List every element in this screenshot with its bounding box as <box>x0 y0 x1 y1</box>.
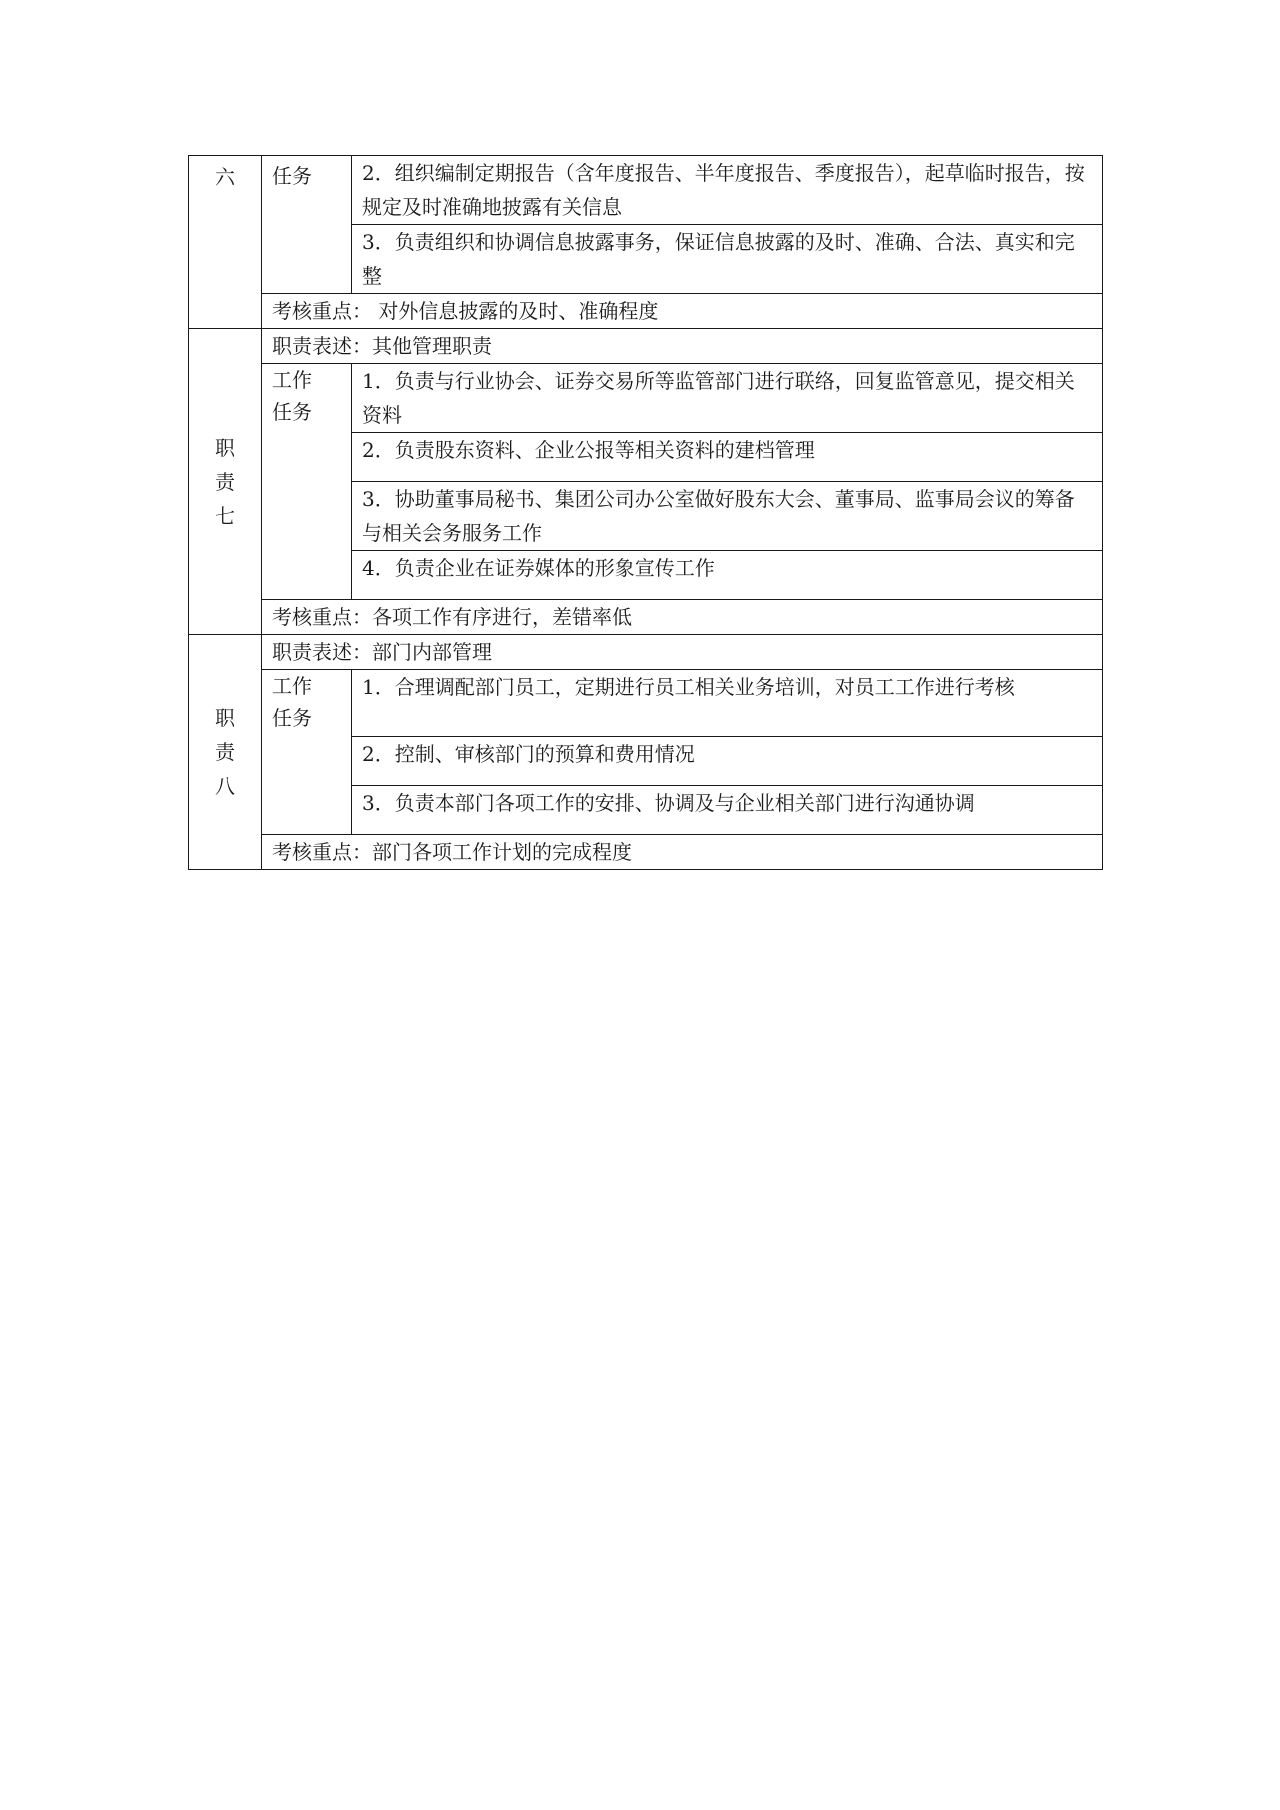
duty8-task-3: 3．负责本部门各项工作的安排、协调及与企业相关部门进行沟通协调 <box>352 786 1103 835</box>
duty6-task-row <box>189 156 1103 225</box>
duty6-work-label <box>262 156 352 294</box>
duty8-description-row <box>189 635 1103 670</box>
duty6-work-label-text: 任务 <box>272 164 312 188</box>
duty8-header-char: 八 <box>215 774 235 798</box>
duty7-work-label <box>262 364 352 600</box>
duty7-header-char: 七 <box>215 503 235 528</box>
duty8-task-2: 2．控制、审核部门的预算和费用情况 <box>352 737 1103 786</box>
duty8-task-1: 1．合理调配部门员工，定期进行员工相关业务培训，对员工工作进行考核 <box>352 670 1103 737</box>
duty7-description: 职责表述：其他管理职责 <box>262 329 1103 364</box>
duty8-work-label-text: 工作 <box>272 674 312 698</box>
duty7-task-1: 1．负责与行业协会、证券交易所等监管部门进行联络，回复监管意见，提交相关资料 <box>352 364 1103 433</box>
duty-table <box>188 155 1103 870</box>
duty6-header <box>189 156 262 329</box>
duty7-work-label-text: 任务 <box>272 400 312 424</box>
duty8-task-row <box>189 670 1103 737</box>
duty7-assessment-row <box>189 600 1103 635</box>
duty7-task-2: 2．负责股东资料、企业公报等相关资料的建档管理 <box>352 433 1103 482</box>
duty8-header <box>189 635 262 870</box>
duty6-header-char: 六 <box>215 165 235 189</box>
duty8-work-label <box>262 670 352 835</box>
duty6-task-2: 2．组织编制定期报告（含年度报告、半年度报告、季度报告），起草临时报告，按规定及时准确地披露有关信息 <box>352 156 1103 225</box>
duty7-header-char: 责 <box>215 469 235 494</box>
duty6-assessment: 考核重点： 对外信息披露的及时、准确程度 <box>262 294 1103 329</box>
duty7-work-label-text: 工作 <box>272 368 312 392</box>
duty8-assessment: 考核重点：部门各项工作计划的完成程度 <box>262 835 1103 870</box>
duty7-header-char: 职 <box>215 435 235 460</box>
duty7-assessment: 考核重点：各项工作有序进行，差错率低 <box>262 600 1103 635</box>
duty7-task-row <box>189 364 1103 433</box>
duty8-description: 职责表述：部门内部管理 <box>262 635 1103 670</box>
duty7-description-row <box>189 329 1103 364</box>
duty7-task-4: 4．负责企业在证券媒体的形象宣传工作 <box>352 551 1103 600</box>
duty6-task-3: 3．负责组织和协调信息披露事务，保证信息披露的及时、准确、合法、真实和完整 <box>352 225 1103 294</box>
duty8-header-char: 责 <box>215 740 235 764</box>
duty6-assessment-row <box>189 294 1103 329</box>
duty7-task-3: 3．协助董事局秘书、集团公司办公室做好股东大会、董事局、监事局会议的筹备与相关会务服务工作 <box>352 482 1103 551</box>
duty8-work-label-text: 任务 <box>272 706 312 730</box>
duty8-header-char: 职 <box>215 706 235 730</box>
duty8-assessment-row <box>189 835 1103 870</box>
duty7-header <box>189 329 262 635</box>
